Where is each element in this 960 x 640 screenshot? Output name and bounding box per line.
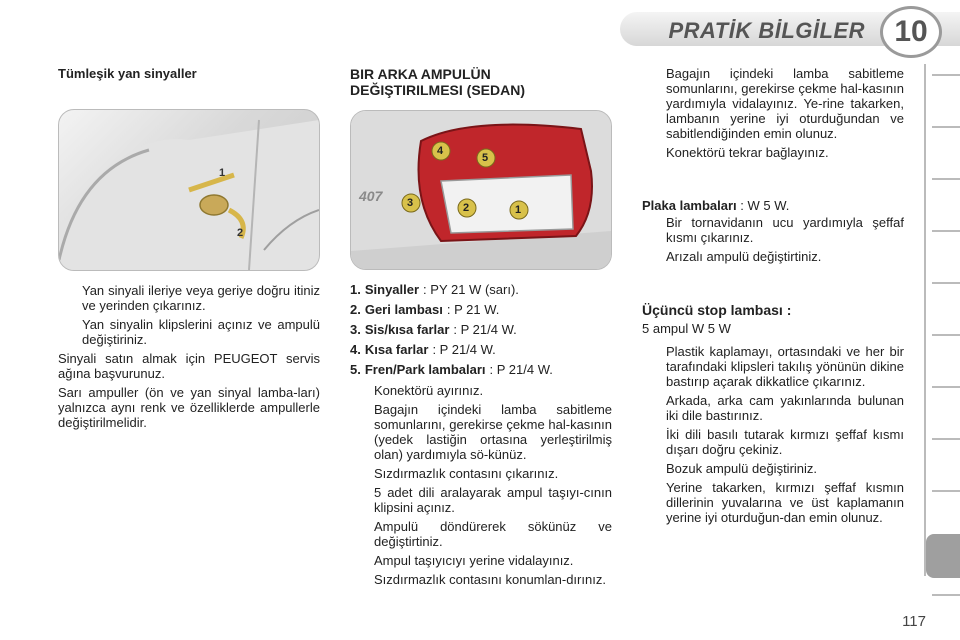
side-indicator-illustration xyxy=(59,110,319,270)
lamp-label-2: 2 xyxy=(463,202,470,214)
stop-bullet-list xyxy=(642,344,904,525)
chapter-tab[interactable] xyxy=(932,74,960,76)
middle-column xyxy=(350,66,612,591)
plate-lamp-spec xyxy=(642,198,904,213)
photo-label-1: 1 xyxy=(219,167,226,179)
list-item: İki dili basılı tutarak kırmızı şeffaf kısmı dışarı doğru çekiniz. xyxy=(666,427,904,457)
chapter-tab[interactable] xyxy=(932,334,960,336)
chapter-tab[interactable] xyxy=(932,282,960,284)
spec-row: 3. Sis/kısa farlar : P 21/4 W. xyxy=(350,322,517,337)
chapter-tab[interactable] xyxy=(932,490,960,492)
header-title: PRATİK BİLGİLER xyxy=(668,18,865,43)
third-stop-subtitle: 5 ampul W 5 W xyxy=(642,321,731,336)
plate-lamp-label: Plaka lambaları xyxy=(642,198,737,213)
page-header xyxy=(560,0,960,58)
list-item: Bagajın içindeki lamba sabitleme somunlarını, gerekirse çekme hal-kasının yardımıyla vidalayınız. Ye-rine takarken, lambanın yerine iyi oturduğundan ve sabitlendiğinden emin olunuz. xyxy=(666,66,904,141)
list-item: Konektörü ayırınız. xyxy=(374,383,484,398)
left-column xyxy=(58,66,320,434)
list-item: Bozuk ampulü değiştiriniz. xyxy=(666,461,818,476)
rear-lamp-illustration xyxy=(351,111,611,269)
chapter-tab-active[interactable] xyxy=(926,534,960,578)
list-item: Ampulü döndürerek sökünüz ve değiştirtiniz. xyxy=(374,519,612,549)
list-item: Bir tornavidanın ucu yardımıyla şeffaf kısmı çıkarınız. xyxy=(666,215,904,245)
middle-bullet-list xyxy=(350,383,612,587)
chapter-tab[interactable] xyxy=(932,438,960,440)
model-badge: 407 xyxy=(359,188,383,204)
chapter-number-badge: 10 xyxy=(880,6,942,58)
lamp-label-3: 3 xyxy=(407,197,414,209)
rear-lamp-photo xyxy=(350,110,612,270)
paragraph: Sinyali satın almak için PEUGEOT servis ağına başvurunuz. xyxy=(58,351,320,381)
plate-lamp-value: : W 5 W. xyxy=(736,198,790,213)
list-item: Konektörü tekrar bağlayınız. xyxy=(666,145,829,160)
spec-row: 5. Fren/Park lambaları : P 21/4 W. xyxy=(350,362,553,377)
right-top-bullet-list xyxy=(642,66,904,160)
list-item: Arkada, arka cam yakınlarında bulunan iki dile bastırınız. xyxy=(666,393,904,423)
list-item: Sızdırmazlık contasını çıkarınız. xyxy=(374,466,559,481)
chapter-tab[interactable] xyxy=(932,126,960,128)
photo-label-2: 2 xyxy=(237,227,244,239)
list-item: 5 adet dili aralayarak ampul taşıyı-cının klipsini açınız. xyxy=(374,485,612,515)
paragraph: Sarı ampuller (ön ve yan sinyal lamba-ları) yalnızca aynı renk ve özelliklerde ampullerle değiştirilmelidir. xyxy=(58,385,320,430)
page-number: 117 xyxy=(902,613,926,630)
list-item: Arızalı ampulü değiştirtiniz. xyxy=(666,249,822,264)
list-item: Plastik kaplamayı, ortasındaki ve her bir tarafındaki klipsleri takılış yönünün dikine bastırıp açarak dikkatlice çıkarınız. xyxy=(666,344,904,389)
list-item: Yan sinyali ileriye veya geriye doğru itiniz ve yerinden çıkarınız. xyxy=(82,283,320,313)
chapter-tab[interactable] xyxy=(932,386,960,388)
left-bullet-list xyxy=(58,283,320,347)
list-item: Yerine takarken, kırmızı şeffaf kısmın dillerinin yuvalarına ve üst kaplamanın yerine iyi oturduğun-dan emin olunuz. xyxy=(666,480,904,525)
section-title-third-stop: Üçüncü stop lambası : xyxy=(642,302,792,318)
bulb-spec-list xyxy=(350,282,612,377)
chapter-tab[interactable] xyxy=(932,594,960,596)
list-item: Sızdırmazlık contasını konumlan-dırınız. xyxy=(374,572,606,587)
lamp-label-4: 4 xyxy=(437,145,444,157)
right-column xyxy=(642,66,904,529)
list-item: Ampul taşıyıcıyı yerine vidalayınız. xyxy=(374,553,574,568)
list-item: Yan sinyalin klipslerini açınız ve ampulü değiştiriniz. xyxy=(82,317,320,347)
list-item: Bagajın içindeki lamba sabitleme somunlarını, gerekirse çekme hal-kasının (yedek lastiğin ortasına yerleştirilmiş olan) yardımıyla sö-künüz. xyxy=(374,402,612,462)
lamp-label-1: 1 xyxy=(515,204,522,216)
spec-row: 4. Kısa farlar : P 21/4 W. xyxy=(350,342,496,357)
chapter-tab[interactable] xyxy=(932,178,960,180)
plate-bullet-list xyxy=(642,215,904,264)
spec-row: 1. Sinyaller : PY 21 W (sarı). xyxy=(350,282,519,297)
lamp-label-5: 5 xyxy=(482,152,489,164)
chapter-tab[interactable] xyxy=(932,230,960,232)
chapter-tabs xyxy=(924,64,960,576)
spec-row: 2. Geri lambası : P 21 W. xyxy=(350,302,500,317)
section-title-side-indicators: Tümleşik yan sinyaller xyxy=(58,66,197,81)
section-title-rear-lamp: BIR ARKA AMPULÜN DEĞIŞTIRILMESI (SEDAN) xyxy=(350,66,526,98)
side-indicator-photo xyxy=(58,109,320,271)
